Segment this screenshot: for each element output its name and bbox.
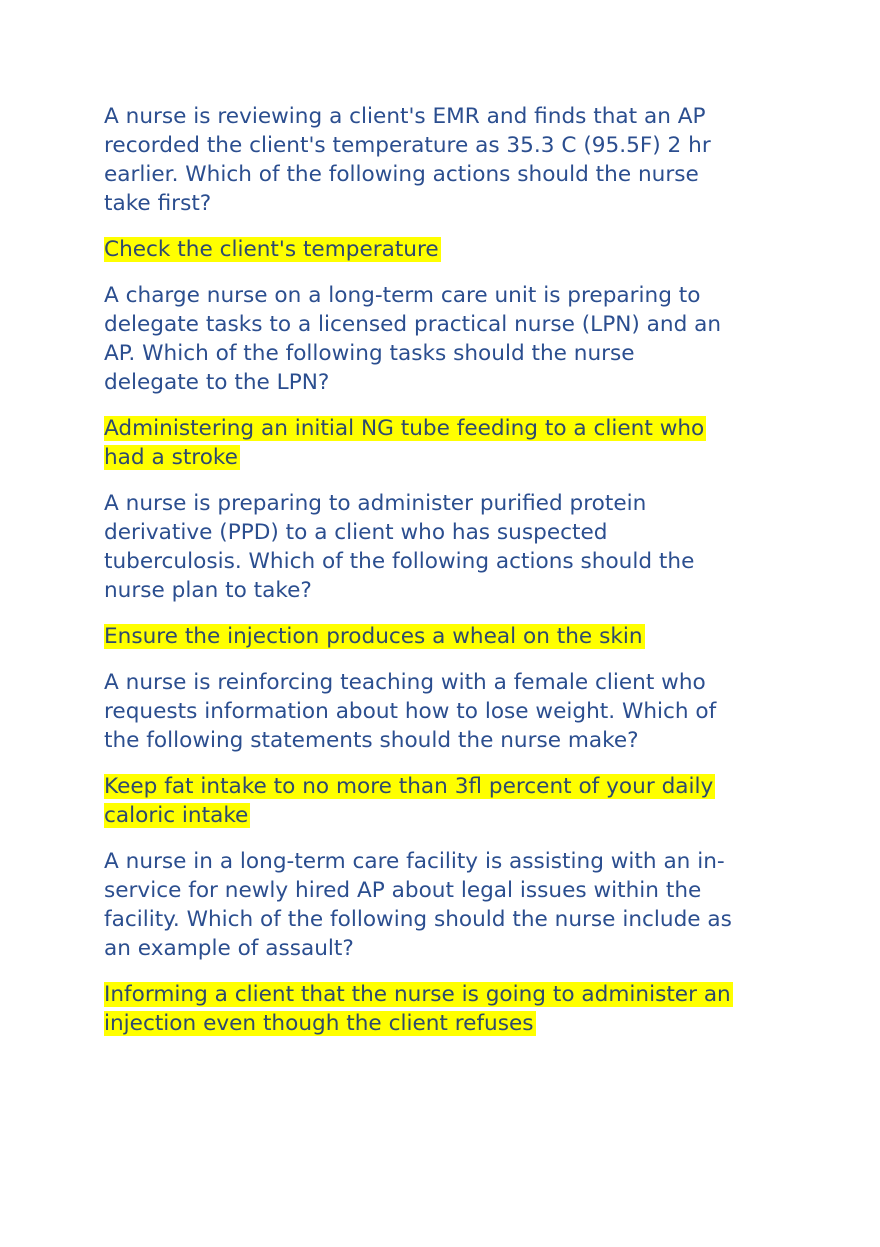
question-line: an example of assault? [104, 936, 354, 961]
answer-line: Informing a client that the nurse is going to administer an [104, 982, 731, 1007]
answer-line: injection even though the client refuses [104, 1011, 534, 1036]
highlighted-answer [104, 980, 804, 1038]
answer-line: Administering an initial NG tube feeding to a client who [104, 416, 705, 441]
question-line: AP. Which of the following tasks should the nurse [104, 341, 635, 366]
question-text [104, 668, 804, 755]
highlighted-answer [104, 772, 804, 830]
question-line: A nurse in a long-term care facility is assisting with an in- [104, 849, 725, 874]
answer-line: Check the client's temperature [104, 237, 439, 262]
question-line: requests information about how to lose weight. Which of [104, 699, 717, 724]
highlighted-answer [104, 414, 804, 472]
question-line: delegate to the LPN? [104, 370, 330, 395]
highlighted-answer [104, 622, 804, 651]
answer-line: Ensure the injection produces a wheal on the skin [104, 624, 643, 649]
question-line: the following statements should the nurse make? [104, 728, 639, 753]
question-line: facility. Which of the following should the nurse include as [104, 907, 732, 932]
question-text [104, 847, 804, 963]
question-text [104, 489, 804, 605]
highlighted-answer [104, 235, 804, 264]
answer-line: had a stroke [104, 445, 238, 470]
question-line: A nurse is reinforcing teaching with a female client who [104, 670, 706, 695]
answer-line: caloric intake [104, 803, 249, 828]
question-line: nurse plan to take? [104, 578, 312, 603]
question-line: A nurse is reviewing a client's EMR and finds that an AP [104, 104, 706, 129]
question-text [104, 281, 804, 397]
question-line: service for newly hired AP about legal issues within the [104, 878, 702, 903]
question-line: tuberculosis. Which of the following actions should the [104, 549, 695, 574]
question-line: A nurse is preparing to administer purified protein [104, 491, 647, 516]
question-line: earlier. Which of the following actions should the nurse [104, 162, 699, 187]
question-line: recorded the client's temperature as 35.3 C (95.5F) 2 hr [104, 133, 711, 158]
answer-line: Keep fat intake to no more than 3fl percent of your daily [104, 774, 714, 799]
question-line: delegate tasks to a licensed practical nurse (LPN) and an [104, 312, 722, 337]
question-text [104, 102, 804, 218]
document-page [104, 102, 804, 1055]
question-line: take first? [104, 191, 212, 216]
question-line: derivative (PPD) to a client who has suspected [104, 520, 608, 545]
question-line: A charge nurse on a long-term care unit is preparing to [104, 283, 701, 308]
